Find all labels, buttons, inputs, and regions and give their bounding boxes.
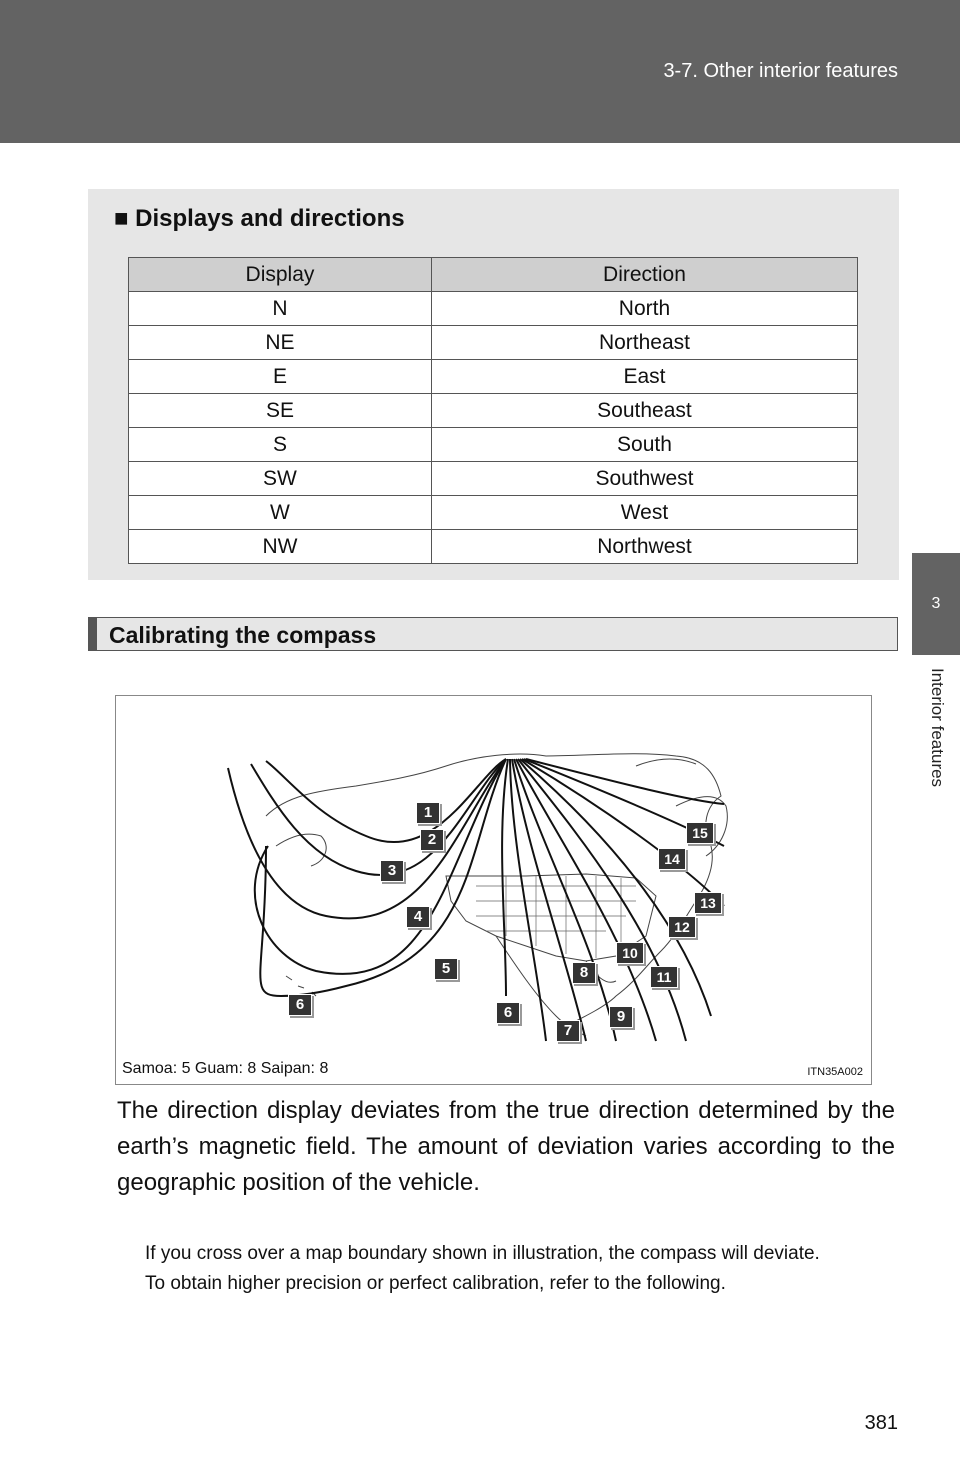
display-cell: N bbox=[129, 292, 432, 326]
compass-zone-map bbox=[116, 696, 871, 1056]
display-cell: W bbox=[129, 496, 432, 530]
zone-badge-13: 13 bbox=[694, 892, 722, 914]
chapter-number: 3 bbox=[931, 595, 941, 612]
zone-badge-2: 2 bbox=[420, 829, 444, 851]
direction-cell: North bbox=[431, 292, 857, 326]
table-row bbox=[129, 326, 858, 360]
zone-badge-6b: 6 bbox=[496, 1002, 520, 1024]
zone-badge-15: 15 bbox=[686, 822, 714, 844]
deviation-paragraph: The direction display deviates from the true direction determined by the earth’s magnetic field. The amount of deviation varies according to the geographic position of the vehicle. bbox=[117, 1097, 895, 1196]
zone-badge-5: 5 bbox=[434, 958, 458, 980]
calibration-title: Calibrating the compass bbox=[109, 622, 377, 648]
table-row bbox=[129, 428, 858, 462]
direction-cell: Southwest bbox=[431, 462, 857, 496]
page-header bbox=[0, 0, 960, 143]
zone-badge-6a: 6 bbox=[288, 994, 312, 1016]
direction-cell: East bbox=[431, 360, 857, 394]
compass-zone-map-figure bbox=[115, 695, 872, 1085]
zone-badge-10: 10 bbox=[616, 942, 644, 964]
zone-badge-3: 3 bbox=[380, 860, 404, 882]
display-cell: SW bbox=[129, 462, 432, 496]
table-row bbox=[129, 360, 858, 394]
note-boundary: If you cross over a map boundary shown in illustration, the compass will deviate. bbox=[145, 1243, 820, 1264]
displays-heading: ■ Displays and directions bbox=[114, 205, 405, 232]
direction-cell: Southeast bbox=[431, 394, 857, 428]
section-accent bbox=[89, 618, 97, 650]
chapter-label: Interior features bbox=[928, 668, 947, 788]
column-header-display: Display bbox=[129, 258, 432, 292]
table-header-row bbox=[129, 258, 858, 292]
zone-badge-8: 8 bbox=[572, 962, 596, 984]
displays-panel bbox=[88, 189, 899, 580]
table-row bbox=[129, 394, 858, 428]
display-cell: S bbox=[129, 428, 432, 462]
zone-badge-11: 11 bbox=[650, 966, 678, 988]
directions-table bbox=[128, 257, 858, 564]
table-row bbox=[129, 496, 858, 530]
table-row bbox=[129, 292, 858, 326]
table-row bbox=[129, 530, 858, 564]
direction-cell: Northwest bbox=[431, 530, 857, 564]
chapter-tab bbox=[912, 553, 960, 655]
figure-code: ITN35A002 bbox=[807, 1066, 863, 1078]
direction-cell: Northeast bbox=[431, 326, 857, 360]
zone-badge-12: 12 bbox=[668, 916, 696, 938]
note-precision: To obtain higher precision or perfect calibration, refer to the following. bbox=[145, 1273, 726, 1294]
zone-badge-7: 7 bbox=[556, 1020, 580, 1042]
zone-badge-4: 4 bbox=[406, 906, 430, 928]
figure-caption: Samoa: 5 Guam: 8 Saipan: 8 bbox=[122, 1060, 329, 1077]
zone-badge-1: 1 bbox=[416, 802, 440, 824]
zone-badge-9: 9 bbox=[609, 1006, 633, 1028]
table-row bbox=[129, 462, 858, 496]
direction-cell: South bbox=[431, 428, 857, 462]
page-number: 381 bbox=[864, 1412, 898, 1434]
zone-badge-14: 14 bbox=[658, 848, 686, 870]
calibration-section-bar bbox=[88, 617, 898, 651]
direction-cell: West bbox=[431, 496, 857, 530]
header-title: 3-7. Other interior features bbox=[663, 60, 898, 82]
display-cell: SE bbox=[129, 394, 432, 428]
column-header-direction: Direction bbox=[431, 258, 857, 292]
display-cell: E bbox=[129, 360, 432, 394]
display-cell: NE bbox=[129, 326, 432, 360]
display-cell: NW bbox=[129, 530, 432, 564]
